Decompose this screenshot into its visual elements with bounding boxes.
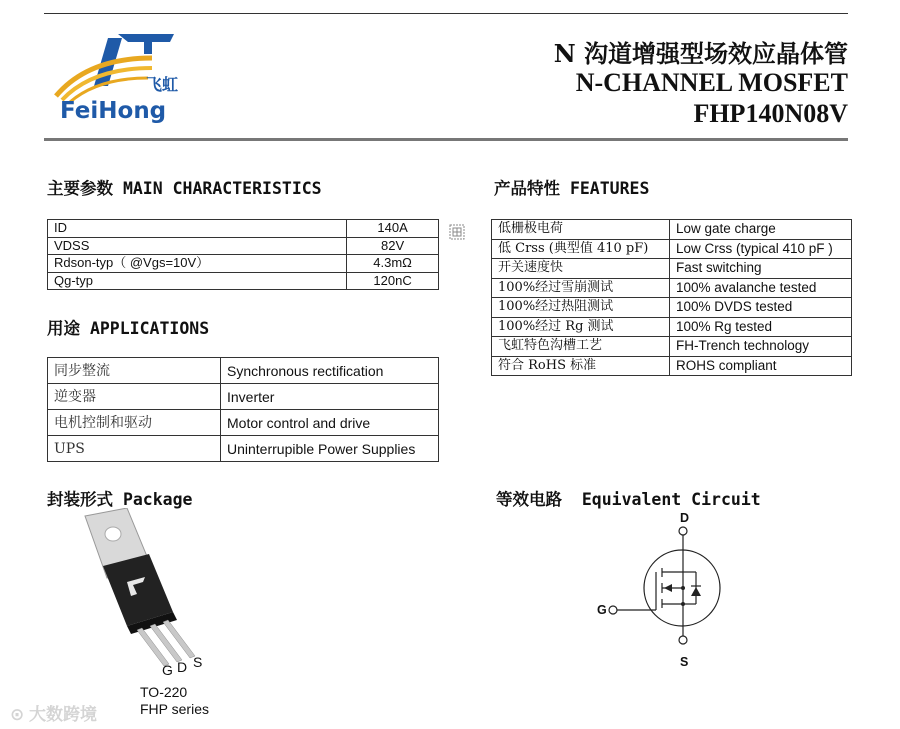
param-cell: Rdson-typ（ @Vgs=10V）: [48, 255, 347, 273]
table-row: [492, 356, 852, 376]
package-series: FHP series: [140, 701, 209, 717]
pin-label-d: D: [177, 659, 188, 675]
drain-label: D: [680, 511, 690, 525]
applications-table: [47, 357, 439, 462]
table-row: [492, 317, 852, 337]
feature-cn: 100%经过雪崩测试: [492, 278, 670, 298]
watermark-logo-icon: ⊙: [10, 705, 25, 724]
title-cn: N 沟道增强型场效应晶体管: [553, 39, 848, 68]
table-row: [492, 337, 852, 357]
applications-heading: [47, 315, 209, 339]
table-row: [48, 436, 439, 462]
pin-label-s: S: [193, 654, 203, 670]
table-row: [48, 272, 439, 290]
mosfet-symbol: [600, 520, 730, 650]
param-cell: Qg-typ: [48, 272, 347, 290]
value-cell: 120nC: [347, 272, 439, 290]
part-number: FHP140N08V: [693, 99, 848, 128]
table-row: [48, 255, 439, 273]
feature-cn: 符合 RoHS 标准: [492, 356, 670, 376]
value-cell: 4.3mΩ: [347, 255, 439, 273]
package-heading: [47, 486, 192, 510]
feihong-logo: [48, 28, 198, 128]
watermark-text: 大数跨境: [28, 705, 97, 724]
table-row: [48, 358, 439, 384]
application-en: Motor control and drive: [221, 410, 439, 436]
application-en: Uninterrupible Power Supplies: [221, 436, 439, 462]
value-cell: 140A: [347, 220, 439, 238]
application-cn: 同步整流: [48, 358, 221, 384]
to220-package-image: [75, 508, 225, 668]
feature-cn: 100%经过 Rg 测试: [492, 317, 670, 337]
feature-en: Low Crss (typical 410 pF ): [670, 239, 852, 259]
table-select-icon[interactable]: [447, 222, 467, 242]
logo-brand-en: FeiHong: [60, 98, 167, 124]
table-row: [48, 410, 439, 436]
features-table: [491, 219, 852, 376]
application-en: Inverter: [221, 384, 439, 410]
param-cell: VDSS: [48, 237, 347, 255]
circuit-title-cn: 等效电路: [496, 490, 562, 509]
feature-en: 100% avalanche tested: [670, 278, 852, 298]
feature-cn: 开关速度快: [492, 259, 670, 279]
feature-en: FH-Trench technology: [670, 337, 852, 357]
features-title-en: FEATURES: [569, 179, 650, 198]
feature-en: Low gate charge: [670, 220, 852, 240]
feature-cn: 飞虹特色沟槽工艺: [492, 337, 670, 357]
feature-cn: 100%经过热阻测试: [492, 298, 670, 318]
table-row: [492, 259, 852, 279]
package-title-en: Package: [122, 490, 193, 509]
feature-en: Fast switching: [670, 259, 852, 279]
feature-en: 100% Rg tested: [670, 317, 852, 337]
features-title-cn: 产品特性: [494, 179, 560, 198]
gate-label: G: [597, 603, 607, 617]
title-en: N-CHANNEL MOSFET: [575, 68, 848, 97]
watermark: [10, 700, 97, 725]
main-characteristics-table: [47, 219, 439, 290]
main-title-cn: 主要参数: [47, 179, 113, 198]
table-row: [492, 298, 852, 318]
table-row: [48, 384, 439, 410]
value-cell: 82V: [347, 237, 439, 255]
features-heading: [494, 175, 649, 199]
circuit-title-en: Equivalent Circuit: [581, 490, 761, 509]
table-row: [48, 237, 439, 255]
table-row: [48, 220, 439, 238]
table-row: [492, 239, 852, 259]
main-title-en: MAIN CHARACTERISTICS: [122, 179, 322, 198]
application-en: Synchronous rectification: [221, 358, 439, 384]
pin-label-g: G: [162, 662, 173, 678]
package-name: TO-220: [140, 684, 188, 700]
main-characteristics-heading: [47, 175, 322, 199]
param-cell: ID: [48, 220, 347, 238]
application-cn: 逆变器: [48, 384, 221, 410]
application-cn: 电机控制和驱动: [48, 410, 221, 436]
header-rule: [44, 138, 848, 141]
top-rule: [44, 13, 848, 14]
feature-en: ROHS compliant: [670, 356, 852, 376]
source-label: S: [680, 655, 689, 669]
table-row: [492, 220, 852, 240]
feature-cn: 低 Crss (典型值 410 pF): [492, 239, 670, 259]
application-cn: UPS: [48, 436, 221, 462]
applications-title-en: APPLICATIONS: [89, 319, 210, 338]
equivalent-circuit-heading: [496, 486, 761, 510]
table-row: [492, 278, 852, 298]
feature-cn: 低栅极电荷: [492, 220, 670, 240]
feature-en: 100% DVDS tested: [670, 298, 852, 318]
package-title-cn: 封装形式: [47, 490, 113, 509]
logo-brand-cn: 飞虹: [146, 75, 179, 94]
applications-title-cn: 用途: [47, 319, 80, 338]
